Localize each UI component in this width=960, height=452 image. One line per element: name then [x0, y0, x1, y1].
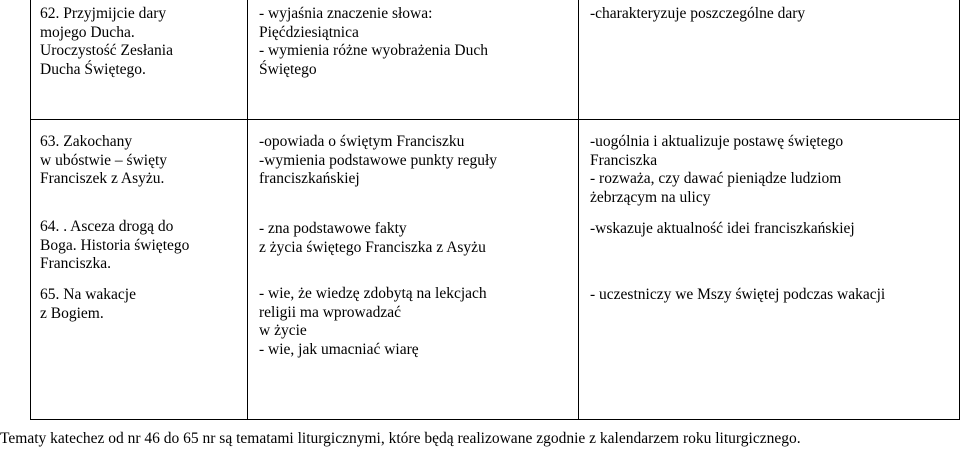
cell-line: -uogólnia i aktualizuje postawę świętego — [590, 133, 844, 150]
table-border-bottom — [30, 419, 960, 420]
requirements-64 — [259, 220, 486, 257]
row-1-requirements — [259, 5, 488, 79]
topic-64 — [40, 218, 189, 274]
cell-line: -wskazuje aktualność idei franciszkańskiej — [590, 220, 855, 237]
requirements-65 — [259, 285, 487, 359]
cell-line: - rozważa, czy dawać pieniądze ludziom — [590, 170, 842, 187]
row-1-topic — [40, 5, 173, 79]
cell-line: religii ma wprowadzać — [259, 303, 402, 321]
cell-line: -opowiada o świętym Franciszku — [259, 133, 465, 150]
cell-line: - wie, jak umacniać wiarę — [259, 340, 419, 358]
cell-line: 64. . Asceza drogą do — [40, 218, 174, 235]
row-1-attitudes — [590, 5, 805, 24]
cell-line: mojego Ducha. — [40, 23, 135, 41]
cell-line: 63. Zakochany — [40, 133, 133, 150]
cell-line: - uczestniczy we Mszy świętej podczas wakacji — [590, 286, 886, 303]
cell-line: w ubóstwie – święty — [40, 151, 168, 169]
cell-line: Franciszek z Asyżu. — [40, 170, 165, 187]
cell-line: - wie, że wiedzę zdobytą na lekcjach — [259, 285, 487, 302]
cell-line: Uroczystość Zesłania — [40, 42, 173, 59]
footer-note: Tematy katechez od nr 46 do 65 nr są tematami liturgicznymi, które będą realizowane zgodnie z kalendarzem roku liturgicznego. — [0, 430, 801, 447]
cell-line: Franciszka. — [40, 255, 112, 272]
cell-line: - wyjaśnia znaczenie słowa: — [259, 5, 433, 22]
cell-line: żebrzącym na ulicy — [590, 188, 711, 206]
cell-line: Ducha Świętego. — [40, 60, 146, 78]
cell-line: z życia świętego Franciszka z Asyżu — [259, 238, 486, 256]
cell-line: 65. Na wakacje — [40, 286, 136, 303]
cell-line: - zna podstawowe fakty — [259, 220, 407, 237]
table-border-col-2 — [578, 0, 579, 420]
cell-line: Świętego — [259, 60, 317, 78]
table-border-left — [30, 0, 31, 420]
cell-line: -wymienia podstawowe punkty reguły — [259, 151, 498, 169]
cell-line: franciszkańskiej — [259, 170, 360, 187]
requirements-63 — [259, 133, 497, 189]
attitudes-64 — [590, 220, 855, 239]
cell-line: Boga. Historia świętego — [40, 236, 190, 254]
cell-line: w życie — [259, 322, 307, 339]
table-border-col-1 — [247, 0, 248, 420]
attitudes-65 — [590, 286, 885, 305]
cell-line: z Bogiem. — [40, 304, 104, 322]
cell-line: Franciszka — [590, 151, 658, 169]
cell-line: - wymienia różne wyobrażenia Duch — [259, 42, 488, 59]
topic-65 — [40, 286, 136, 323]
table-row-divider — [30, 119, 960, 120]
attitudes-63 — [590, 133, 843, 207]
cell-line: 62. Przyjmijcie dary — [40, 5, 167, 22]
topic-63 — [40, 133, 167, 189]
cell-line: -charakteryzuje poszczególne dary — [590, 5, 806, 22]
cell-line: Pięćdziesiątnica — [259, 23, 359, 41]
